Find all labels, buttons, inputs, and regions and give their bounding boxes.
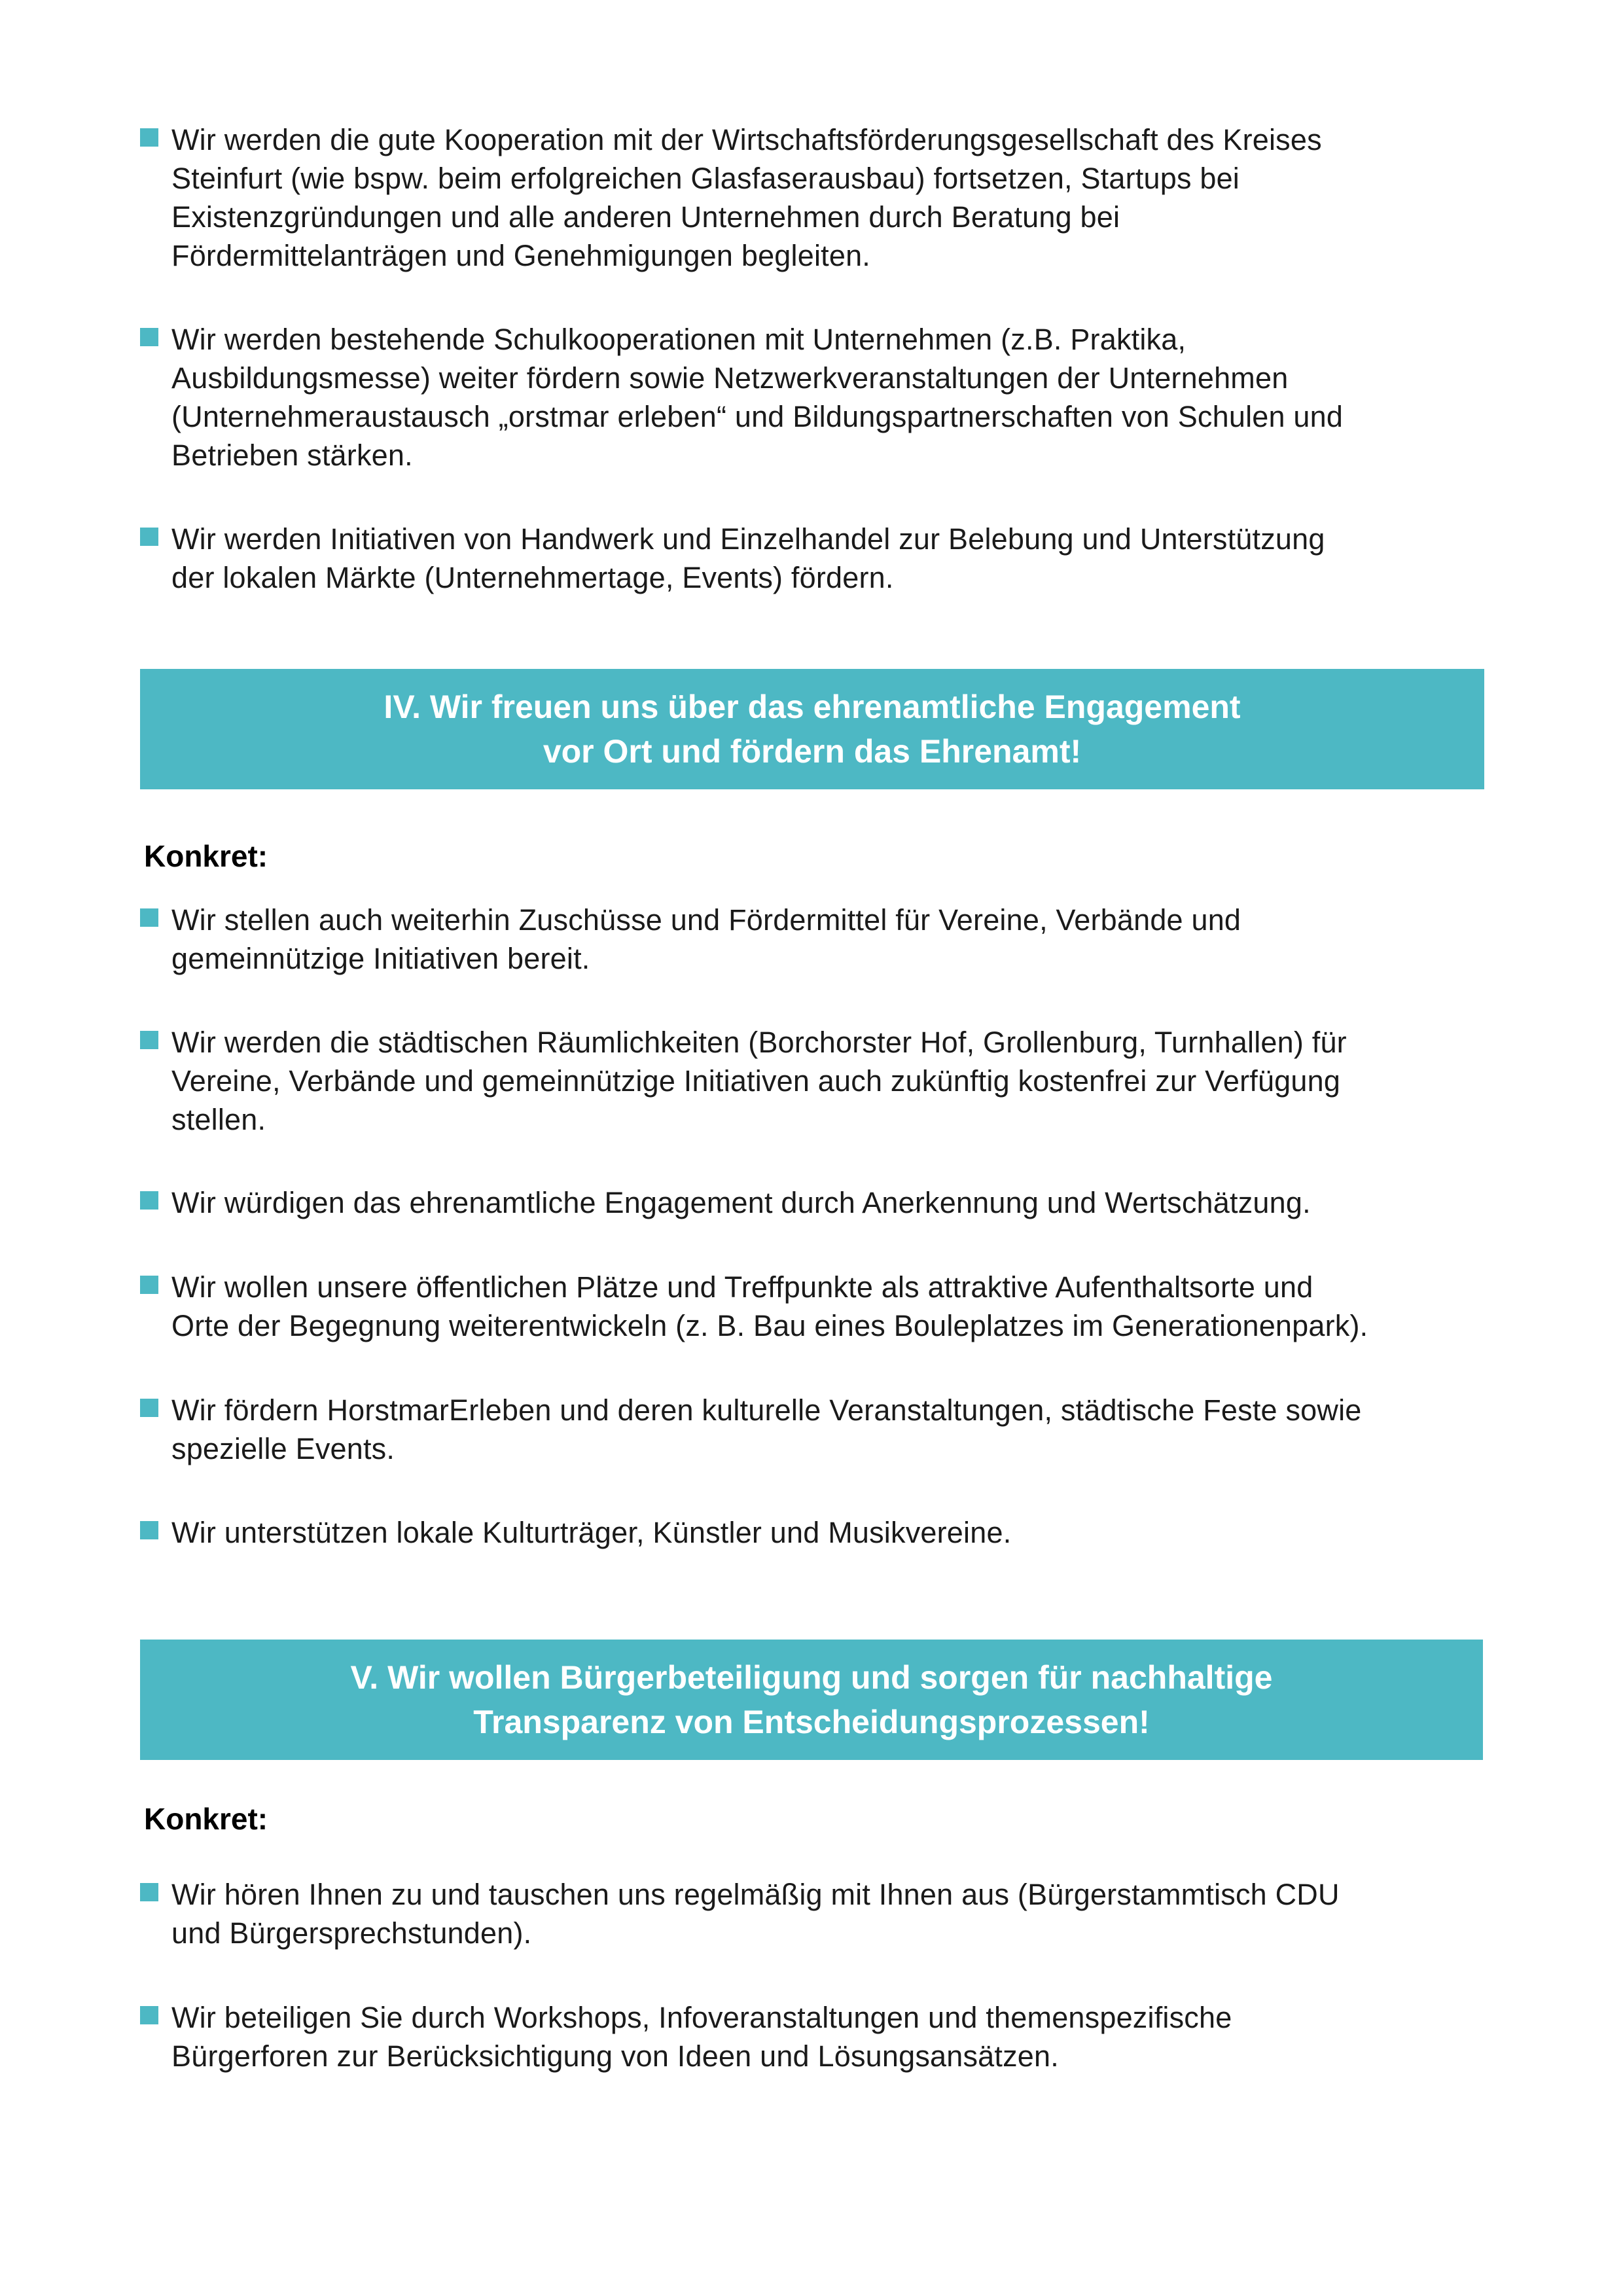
text-line: Existenzgründungen und alle anderen Unternehmen durch Beratung bei xyxy=(171,200,1120,234)
text-line: spezielle Events. xyxy=(171,1432,395,1465)
list-item-text xyxy=(171,1513,1449,1552)
list-item-text xyxy=(171,1875,1449,1952)
bullet-square-icon xyxy=(140,1031,158,1049)
bullet-square-icon xyxy=(140,1883,158,1901)
text-line: Wir beteiligen Sie durch Workshops, Infoveranstaltungen und themenspezifische xyxy=(171,2001,1232,2034)
list-item-text xyxy=(171,1023,1449,1139)
text-line: Wir unterstützen lokale Kulturträger, Künstler und Musikvereine. xyxy=(171,1516,1012,1549)
bullet-square-icon xyxy=(140,328,158,346)
text-line: Ausbildungsmesse) weiter fördern sowie Netzwerkveranstaltungen der Unternehmen xyxy=(171,361,1289,395)
list-item-text xyxy=(171,1268,1449,1345)
list-item xyxy=(140,901,1449,978)
list-item xyxy=(140,1023,1449,1139)
section-title-line: V. Wir wollen Bürgerbeteiligung und sorgen für nachhaltige xyxy=(350,1659,1273,1696)
text-line: Wir werden die gute Kooperation mit der Wirtschaftsförderungsgesellschaft des Kreises xyxy=(171,123,1322,156)
text-line: der lokalen Märkte (Unternehmertage, Events) fördern. xyxy=(171,561,894,594)
section-title-line: vor Ort und fördern das Ehrenamt! xyxy=(543,733,1082,770)
text-line: gemeinnützige Initiativen bereit. xyxy=(171,942,590,975)
section-iv-banner xyxy=(140,669,1484,789)
text-line: Wir würdigen das ehrenamtliche Engagement durch Anerkennung und Wertschätzung. xyxy=(171,1186,1311,1219)
list-item-text xyxy=(171,1183,1449,1222)
list-item xyxy=(140,1998,1449,2075)
konkret-label: Konkret: xyxy=(144,1802,268,1836)
text-line: Vereine, Verbände und gemeinnützige Initiativen auch zukünftig kostenfrei zur Verfügung xyxy=(171,1064,1341,1098)
bullet-square-icon xyxy=(140,128,158,147)
list-item-text xyxy=(171,120,1449,275)
text-line: Orte der Begegnung weiterentwickeln (z. B. Bau eines Bouleplatzes im Generationenpark). xyxy=(171,1309,1368,1342)
text-line: (Unternehmeraustausch „orstmar erleben“ und Bildungspartnerschaften von Schulen und xyxy=(171,400,1344,433)
list-item-text xyxy=(171,901,1449,978)
section-v-banner xyxy=(140,1640,1483,1760)
text-line: stellen. xyxy=(171,1103,266,1136)
list-item xyxy=(140,1513,1449,1552)
text-line: Betrieben stärken. xyxy=(171,439,413,472)
text-line: Wir stellen auch weiterhin Zuschüsse und Fördermittel für Vereine, Verbände und xyxy=(171,903,1241,937)
list-item xyxy=(140,320,1449,475)
text-line: Wir werden Initiativen von Handwerk und Einzelhandel zur Belebung und Unterstützung xyxy=(171,522,1325,556)
konkret-label: Konkret: xyxy=(144,839,268,873)
list-item-text xyxy=(171,1391,1449,1468)
bullet-square-icon xyxy=(140,1276,158,1294)
bullet-square-icon xyxy=(140,908,158,927)
list-item-text xyxy=(171,1998,1449,2075)
list-item xyxy=(140,520,1449,597)
bullet-square-icon xyxy=(140,1521,158,1539)
bullet-square-icon xyxy=(140,2006,158,2024)
list-item xyxy=(140,1391,1449,1468)
section-title-line: IV. Wir freuen uns über das ehrenamtliche Engagement xyxy=(383,689,1241,725)
bullet-square-icon xyxy=(140,1191,158,1210)
text-line: Steinfurt (wie bspw. beim erfolgreichen Glasfaserausbau) fortsetzen, Startups bei xyxy=(171,162,1240,195)
list-item-text xyxy=(171,520,1449,597)
text-line: Wir werden bestehende Schulkooperationen mit Unternehmen (z.B. Praktika, xyxy=(171,323,1186,356)
list-item xyxy=(140,1183,1449,1222)
bullet-square-icon xyxy=(140,528,158,546)
list-item xyxy=(140,120,1449,275)
text-line: Wir werden die städtischen Räumlichkeiten (Borchorster Hof, Grollenburg, Turnhallen) für xyxy=(171,1026,1347,1059)
text-line: und Bürgersprechstunden). xyxy=(171,1916,532,1950)
text-line: Fördermittelanträgen und Genehmigungen begleiten. xyxy=(171,239,871,272)
text-line: Wir hören Ihnen zu und tauschen uns regelmäßig mit Ihnen aus (Bürgerstammtisch CDU xyxy=(171,1878,1340,1911)
list-item xyxy=(140,1875,1449,1952)
text-line: Bürgerforen zur Berücksichtigung von Ideen und Lösungsansätzen. xyxy=(171,2039,1059,2073)
bullet-square-icon xyxy=(140,1399,158,1417)
section-title-line: Transparenz von Entscheidungsprozessen! xyxy=(473,1704,1150,1740)
list-item-text xyxy=(171,320,1449,475)
text-line: Wir wollen unsere öffentlichen Plätze und Treffpunkte als attraktive Aufenthaltsorte und xyxy=(171,1270,1313,1304)
text-line: Wir fördern HorstmarErleben und deren kulturelle Veranstaltungen, städtische Feste sowie xyxy=(171,1393,1362,1427)
list-item xyxy=(140,1268,1449,1345)
